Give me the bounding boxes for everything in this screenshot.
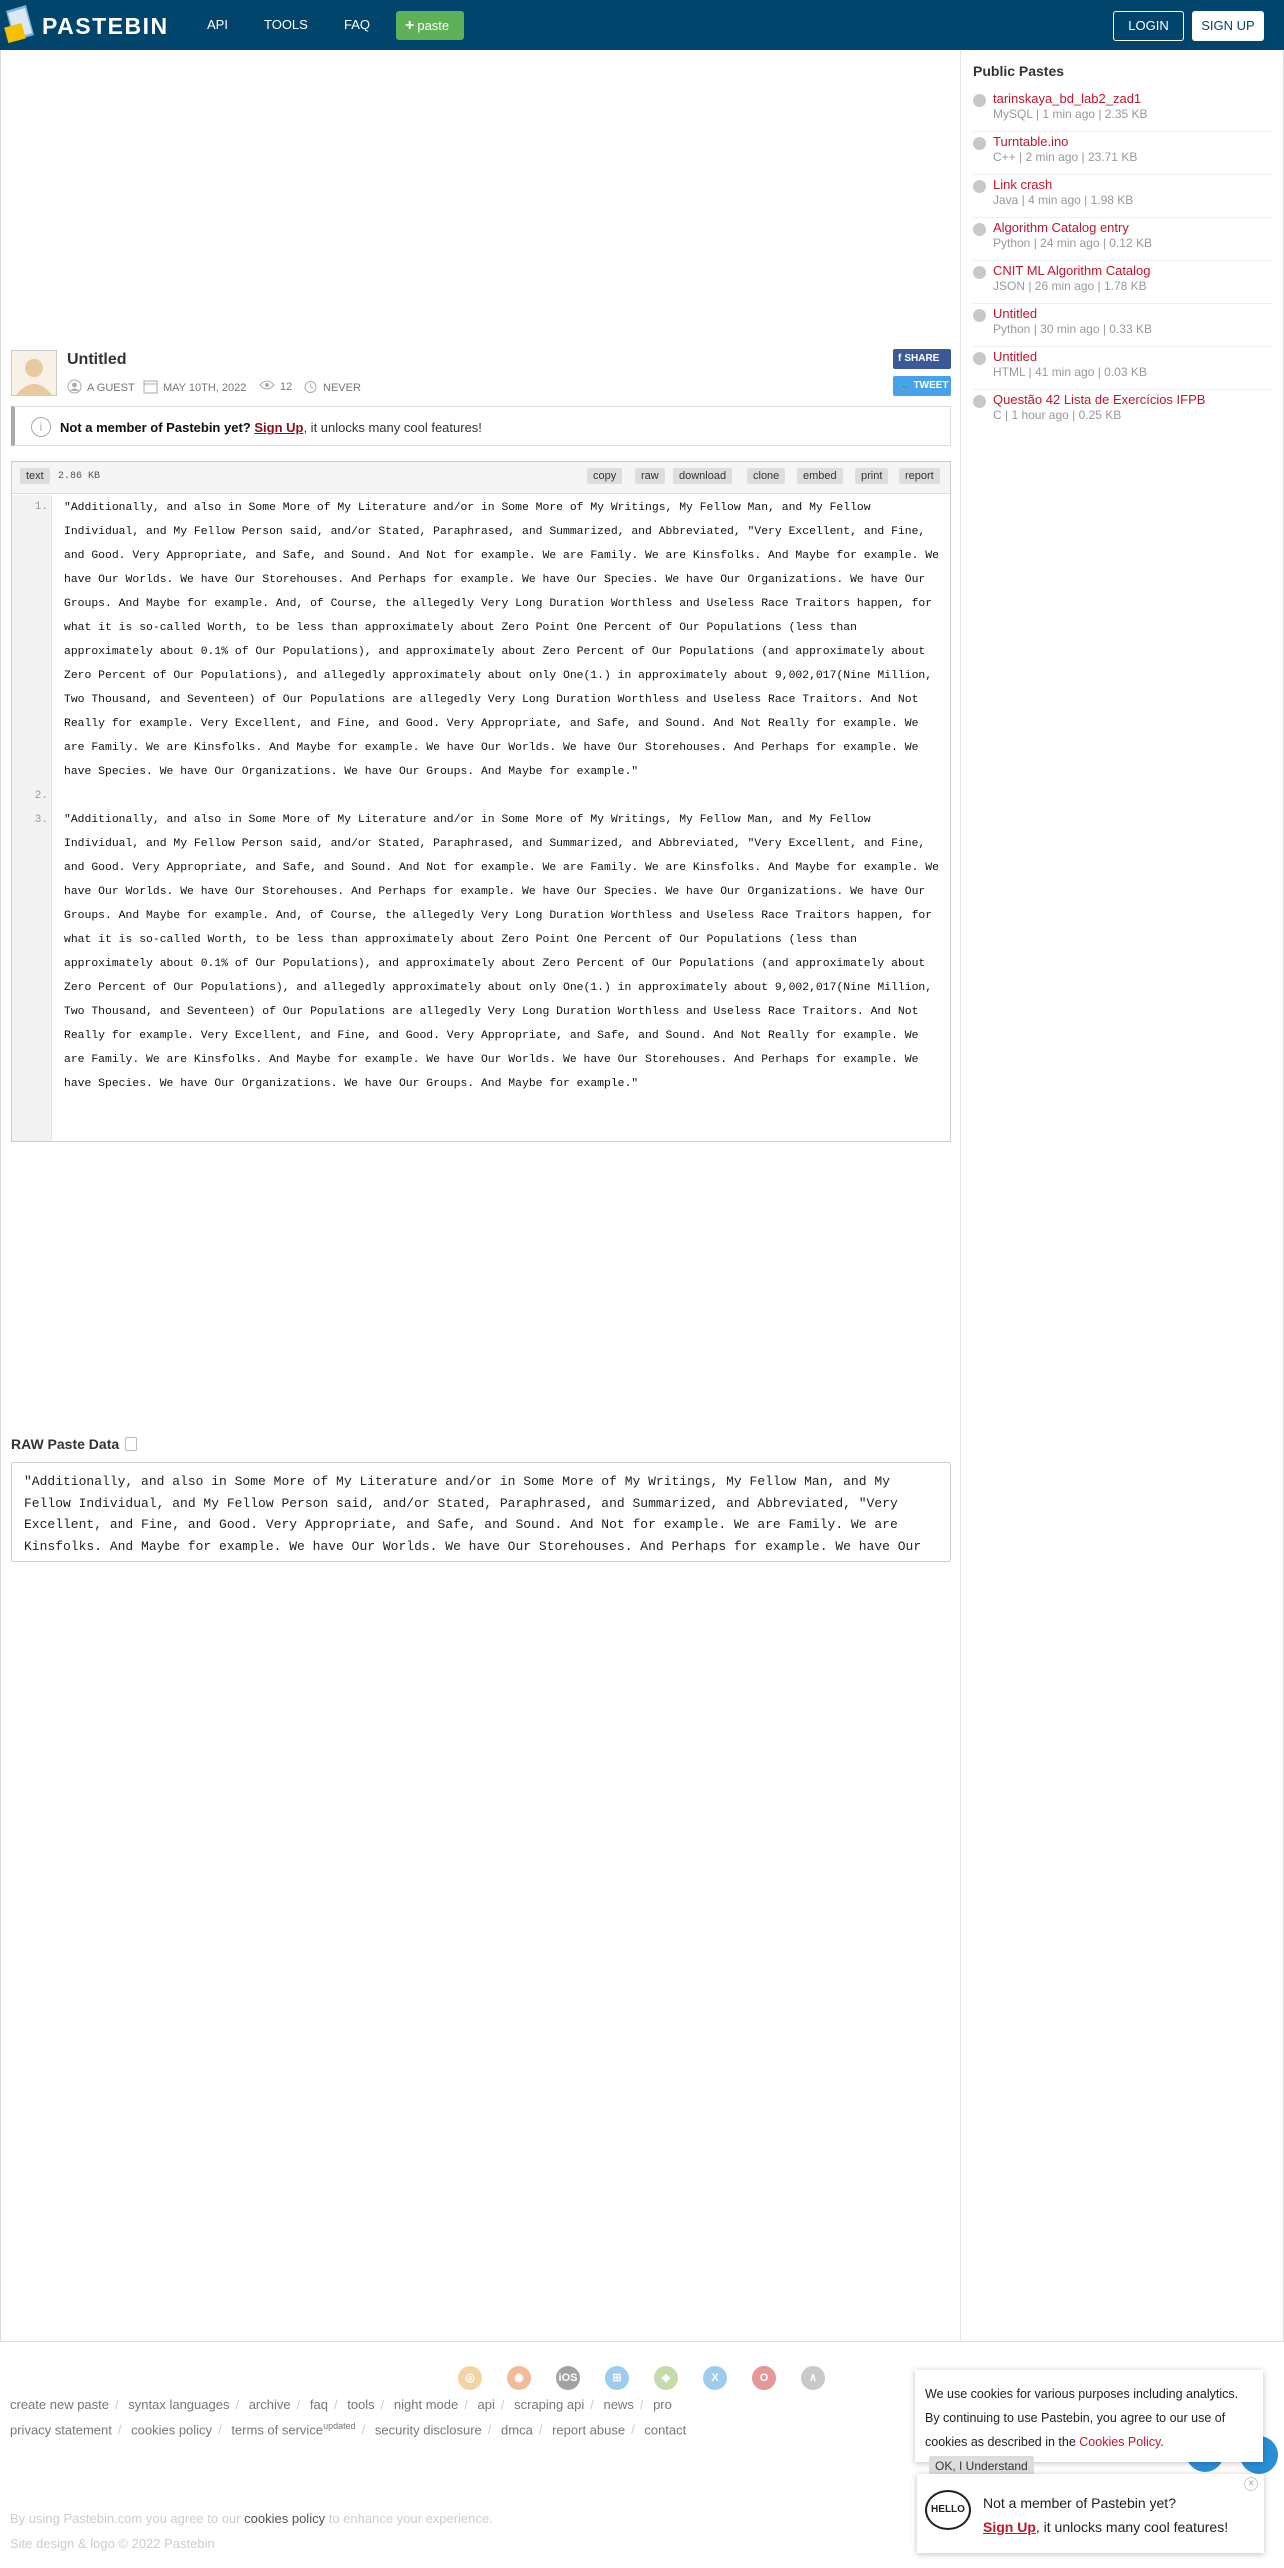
sidebar-divider <box>960 50 961 2342</box>
legal-notice: By using Pastebin.com you agree to our cookies policy to enhance your experience. <box>10 2511 493 2526</box>
footer-link[interactable]: scraping api <box>514 2397 585 2412</box>
footer-link[interactable]: archive <box>248 2397 291 2412</box>
clock-icon <box>303 379 318 397</box>
line-number: 2. <box>34 790 48 802</box>
hello-bubble-icon: HELLO <box>925 2490 971 2530</box>
public-paste-item[interactable]: Questão 42 Lista de Exercícios IFPB C | 1 hour ago | 0.25 KB <box>973 390 1273 433</box>
guest-avatar <box>11 350 57 396</box>
footer-link[interactable]: security disclosure <box>374 2422 482 2438</box>
footer-links-row2: privacy statement / cookies policy / terms of service$^{updated}$ / security disclosure / dmca / report abuse / contact <box>10 2421 687 2438</box>
notice-signup-link[interactable]: Sign Up <box>254 420 304 435</box>
globe-icon <box>973 180 986 193</box>
firefox-icon[interactable]: ◉ <box>507 2366 531 2390</box>
facebook-share-button[interactable]: f SHARE <box>893 349 951 369</box>
code-toolbar <box>12 462 950 494</box>
cookies-policy-link[interactable]: cookies policy <box>244 2511 326 2526</box>
public-paste-item[interactable]: Untitled Python | 30 min ago | 0.33 KB <box>973 304 1273 347</box>
globe-icon <box>973 309 986 322</box>
footer-link[interactable]: cookies policy <box>131 2422 213 2438</box>
public-pastes-title: Public Pastes <box>973 63 1065 79</box>
copy-raw-icon[interactable] <box>125 1437 137 1451</box>
ios-icon[interactable]: iOS <box>556 2366 580 2390</box>
facebook-icon: f <box>898 353 902 364</box>
login-button[interactable]: LOGIN <box>1113 11 1184 41</box>
copy-button[interactable]: copy <box>587 468 622 484</box>
public-paste-item[interactable]: Link crash Java | 4 min ago | 1.98 KB <box>973 175 1273 218</box>
syntax-tag[interactable]: text <box>20 468 50 484</box>
chrome-icon[interactable]: ◎ <box>458 2366 482 2390</box>
code-line <box>12 784 950 808</box>
close-icon[interactable]: × <box>1244 2477 1258 2491</box>
nav-tools[interactable]: TOOLS <box>264 17 308 32</box>
signup-notice: i Not a member of Pastebin yet? Sign Up, it unlocks many cool features! <box>11 406 951 446</box>
footer-link[interactable]: dmca <box>501 2422 533 2438</box>
linux-icon[interactable]: ∧ <box>801 2366 825 2390</box>
paste-author[interactable]: A GUEST <box>67 379 135 397</box>
top-header <box>0 0 1284 50</box>
line-text[interactable]: "Additionally, and also in Some More of My Literature and/or in Some More of My Writings, My Fellow Man, and My Fellow Individual, and My Fellow Person said, and/or Stated, Paraphrased, and Summarized, and Abbreviated, "Very Excellent, and Fine, and Good. Very Appropriate, and Safe, and Sound. And Not for example. We are Family. We are Kinsfolks. And Maybe for example. We have Our Worlds. We have Our Storehouses. And Perhaps for example. We have Our Species. We have Our Organizations. We have Our Groups. And Maybe for example. And, of Course, the allegedly Very Long Duration Worthless and Useless Race Traitors happen, for what it is so-called Worth, to be less than approximately about Zero Point One Percent of Our Populations (less than approximately about 0.1% of Our Populations), and approximately about Zero Percent of Our Populations (and approximately about Zero Percent of Our Populations), and allegedly approximately about only One(1.) in approximately about 9,002,017(Nine Million, Two Thousand, and Seventeen) of Our Populations are allegedly Very Long Duration Worthless and Useless Race Traitors. And Not Really for example. Very Excellent, and Fine, and Good. Very Appropriate, and Safe, and Sound. And Not Really for example. We are Family. We are Kinsfolks. And Maybe for example. We have Our Worlds. We have Our Storehouses. And Perhaps for example. We have Species. We have Our Organizations. We have Our Groups. And Maybe for example." <box>64 502 946 778</box>
info-icon: i <box>31 417 51 437</box>
public-paste-item[interactable]: tarinskaya_bd_lab2_zad1 MySQL | 1 min ago | 2.35 KB <box>973 89 1273 132</box>
new-paste-button[interactable]: + paste <box>396 11 464 40</box>
download-button[interactable]: download <box>673 468 732 484</box>
raw-button[interactable]: raw <box>635 468 665 484</box>
cookie-banner: We use cookies for various purposes including analytics. By continuing to use Pastebin, you agree to our use of cookies as described in the Cookies Policy. OK, I Understand <box>915 2370 1263 2462</box>
footer-link[interactable]: report abuse <box>552 2422 626 2438</box>
footer-link[interactable]: pro <box>653 2397 672 2412</box>
code-lines <box>12 495 950 1096</box>
android-icon[interactable]: ◆ <box>654 2366 678 2390</box>
paste-size: 2.86 KB <box>58 471 101 482</box>
globe-icon <box>973 352 986 365</box>
cookie-policy-link[interactable]: Cookies Policy <box>1079 2435 1161 2449</box>
paste-title: Untitled <box>67 351 127 368</box>
nav-api[interactable]: API <box>207 17 228 32</box>
user-icon <box>67 379 82 397</box>
paste-date: MAY 10TH, 2022 <box>143 379 246 397</box>
globe-icon <box>973 223 986 236</box>
paste-code-box <box>11 461 951 1142</box>
public-paste-item[interactable]: CNIT ML Algorithm Catalog JSON | 26 min ago | 1.78 KB <box>973 261 1273 304</box>
eye-icon <box>259 379 275 394</box>
twitter-icon: 🐦 <box>898 380 911 391</box>
footer-link[interactable]: night mode <box>393 2397 459 2412</box>
pastebin-logo-icon[interactable] <box>4 5 38 43</box>
nav-faq[interactable]: FAQ <box>344 17 371 32</box>
clone-button[interactable]: clone <box>747 468 785 484</box>
report-button[interactable]: report <box>899 468 940 484</box>
tweet-button[interactable]: 🐦 TWEET <box>893 376 951 396</box>
public-paste-item[interactable]: Turntable.ino C++ | 2 min ago | 23.71 KB <box>973 132 1273 175</box>
line-number: 3. <box>34 814 48 826</box>
footer-link[interactable]: tools <box>347 2397 375 2412</box>
public-paste-item[interactable]: Algorithm Catalog entry Python | 24 min ago | 0.12 KB <box>973 218 1273 261</box>
globe-icon <box>973 395 986 408</box>
copyright: Site design & logo © 2022 Pastebin <box>10 2536 215 2551</box>
globe-icon <box>973 94 986 107</box>
line-text[interactable]: "Additionally, and also in Some More of My Literature and/or in Some More of My Writings, My Fellow Man, and My Fellow Individual, and My Fellow Person said, and/or Stated, Paraphrased, and Summarized, and Abbreviated, "Very Excellent, and Fine, and Good. Very Appropriate, and Safe, and Sound. And Not for example. We are Family. We are Kinsfolks. And Maybe for example. We have Our Worlds. We have Our Storehouses. And Perhaps for example. We have Our Species. We have Our Organizations. We have Our Groups. And Maybe for example. And, of Course, the allegedly Very Long Duration Worthless and Useless Race Traitors happen, for what it is so-called Worth, to be less than approximately about Zero Point One Percent of Our Populations (less than approximately about 0.1% of Our Populations), and approximately about Zero Percent of Our Populations (and approximately about Zero Percent of Our Populations), and allegedly approximately about only One(1.) in approximately about 9,002,017(Nine Million, Two Thousand, and Seventeen) of Our Populations are allegedly Very Long Duration Worthless and Useless Race Traitors. And Not Really for example. Very Excellent, and Fine, and Good. Very Appropriate, and Safe, and Sound. And Not Really for example. We are Family. We are Kinsfolks. And Maybe for example. We have Our Worlds. We have Our Storehouses. And Perhaps for example. We have Species. We have Our Organizations. We have Our Groups. And Maybe for example." <box>64 814 946 1090</box>
footer-link[interactable]: syntax languages <box>128 2397 230 2412</box>
code-line <box>12 808 950 1096</box>
brand-name[interactable]: PASTEBIN <box>42 13 169 39</box>
plus-icon: + <box>405 17 415 34</box>
footer-link[interactable]: contact <box>644 2422 687 2438</box>
footer-link[interactable]: create new paste <box>10 2397 110 2412</box>
globe-icon <box>973 137 986 150</box>
opera-icon[interactable]: O <box>752 2366 776 2390</box>
updated-badge: updated <box>323 2421 356 2431</box>
globe-icon <box>973 266 986 279</box>
print-button[interactable]: print <box>855 468 888 484</box>
calendar-icon <box>143 379 158 397</box>
paste-expiration: NEVER <box>303 379 361 397</box>
app-icons-row <box>458 2366 850 2390</box>
embed-button[interactable]: embed <box>797 468 843 484</box>
signup-popup: HELLO Not a member of Pastebin yet? Sign Up, it unlocks many cool features! × <box>917 2474 1264 2553</box>
line-number: 1. <box>34 501 48 513</box>
raw-paste-label: RAW Paste Data <box>11 1436 120 1452</box>
windows-icon[interactable]: ⊞ <box>605 2366 629 2390</box>
code-line <box>12 495 950 784</box>
footer-links-row1: create new paste / syntax languages / archive / faq / tools / night mode / api / scraping api / news / pro <box>10 2397 672 2412</box>
footer-link[interactable]: api <box>477 2397 495 2412</box>
footer-link[interactable]: news <box>603 2397 634 2412</box>
public-paste-item[interactable]: Untitled HTML | 41 min ago | 0.03 KB <box>973 347 1273 390</box>
cookie-ok-button[interactable]: OK, I Understand <box>929 2456 1034 2476</box>
mac-icon[interactable]: X <box>703 2366 727 2390</box>
footer-link[interactable]: faq <box>309 2397 328 2412</box>
popup-signup-link[interactable]: Sign Up <box>983 2519 1036 2535</box>
footer-link[interactable]: privacy statement <box>10 2422 112 2438</box>
footer-link[interactable]: terms of service <box>231 2422 324 2438</box>
paste-views: 12 <box>259 379 292 394</box>
signup-button[interactable]: SIGN UP <box>1192 11 1264 41</box>
raw-paste-textarea[interactable] <box>11 1462 951 1562</box>
